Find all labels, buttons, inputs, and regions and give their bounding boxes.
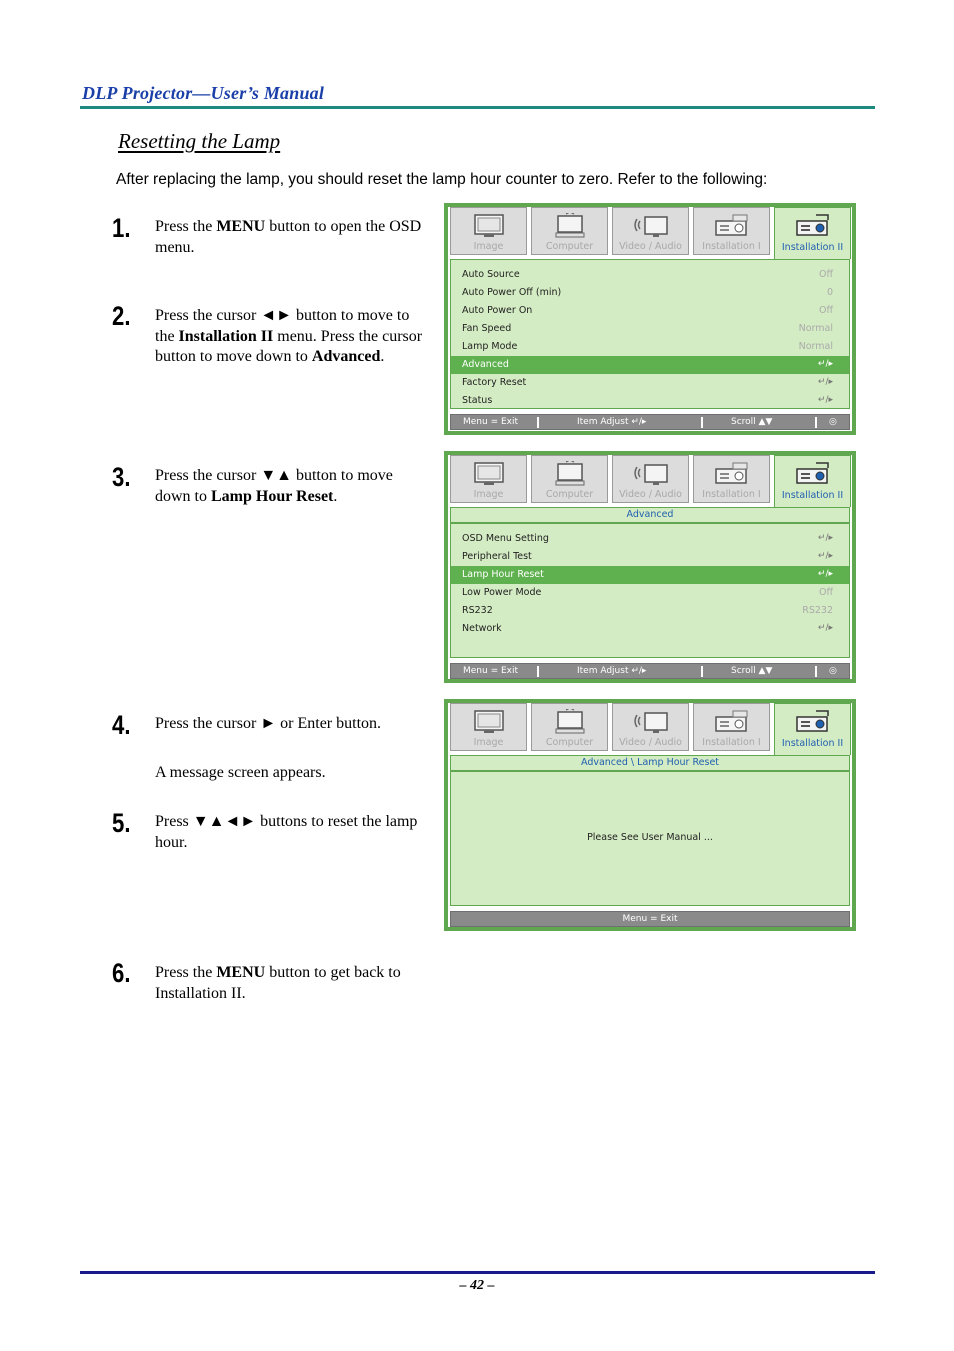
osd-message: Please See User Manual ... [587, 832, 713, 843]
osd-tab-label: Installation II [781, 738, 844, 749]
osd-item-label: Fan Speed [462, 323, 512, 334]
osd-item-label: Low Power Mode [462, 587, 542, 598]
osd-menu-item[interactable] [451, 530, 849, 548]
computer-icon [553, 213, 587, 244]
footer-rule [80, 1271, 875, 1274]
osd-tab-label: Installation II [781, 490, 844, 501]
header-rule [80, 106, 875, 109]
step-number: 6. [112, 958, 131, 988]
osd-tab-label: Video / Audio [619, 737, 682, 748]
osd-item-label: Auto Power Off (min) [462, 287, 562, 298]
projector-icon [713, 213, 751, 244]
osd-tab-label: Image [473, 489, 504, 500]
osd-menu-item[interactable] [451, 584, 849, 602]
osd-footer-bar [450, 414, 850, 430]
osd-item-label: Status [462, 395, 493, 406]
video-audio-icon [631, 709, 671, 740]
osd-tab-computer[interactable] [531, 703, 608, 751]
osd-item-value: 0 [826, 287, 833, 298]
step-text: Press the MENU button to open the OSD menu. [155, 218, 422, 256]
osd-item-value: ↵/▸ [817, 551, 833, 561]
step-number: 2. [112, 301, 131, 331]
intro-paragraph: After replacing the lamp, you should reset the lamp hour counter to zero. Refer to the following: [116, 171, 768, 188]
page-number: – 42 – [459, 1278, 495, 1293]
osd-tab-computer[interactable] [531, 207, 608, 255]
osd-footer-bar [450, 911, 850, 927]
osd-tab-bar [450, 207, 852, 255]
menu-exit-hint: Menu = Exit [463, 666, 519, 676]
osd-item-label: Factory Reset [462, 377, 527, 388]
osd-menu-item[interactable] [451, 566, 849, 584]
step-text: Press the cursor ► or Enter button. [155, 715, 382, 732]
osd-menu-item[interactable] [451, 338, 849, 356]
osd-tab-installation-ii[interactable] [774, 703, 851, 755]
scroll-hint: Scroll ▲▼ [731, 417, 773, 427]
osd-tab-installation-ii[interactable] [774, 455, 851, 507]
osd-item-label: Network [462, 623, 502, 634]
step-number: 4. [112, 710, 131, 740]
osd-menu-item[interactable] [451, 548, 849, 566]
osd-tab-installation-ii[interactable] [774, 207, 851, 259]
osd-item-value: Normal [798, 341, 833, 352]
osd-tab-label: Image [473, 241, 504, 252]
osd-tab-bar [450, 703, 852, 751]
osd-tab-video-audio[interactable] [612, 455, 689, 503]
projector-icon [713, 709, 751, 740]
osd-item-label: Lamp Hour Reset [462, 569, 544, 580]
osd-tab-video-audio[interactable] [612, 703, 689, 751]
osd-message-panel [450, 771, 850, 906]
osd-footer-bar [450, 663, 850, 679]
lightbulb-icon: ◎ [829, 666, 837, 676]
osd-tab-label: Installation I [702, 489, 761, 500]
osd-menu-item[interactable] [451, 284, 849, 302]
step-text: Press the MENU button to get back to Installation II. [155, 964, 401, 1002]
osd-menu-item[interactable] [451, 602, 849, 620]
osd-subheader: Advanced \ Lamp Hour Reset [450, 755, 850, 771]
osd-tab-label: Image [473, 737, 504, 748]
computer-icon [553, 709, 587, 740]
projector-settings-icon [794, 461, 832, 492]
step-text: Press the cursor ▼▲ button to move down to Lamp Hour Reset. [155, 467, 393, 505]
osd-item-value: ↵/▸ [817, 395, 833, 405]
step-number: 1. [112, 213, 131, 243]
osd-tab-label: Computer [545, 489, 594, 500]
osd-item-label: Lamp Mode [462, 341, 518, 352]
osd-item-label: OSD Menu Setting [462, 533, 549, 544]
osd-subheader: Advanced [450, 507, 850, 523]
item-adjust-hint: Item Adjust ↵/▸ [577, 666, 647, 676]
osd-tab-installation-i[interactable] [693, 207, 770, 255]
lightbulb-icon: ◎ [829, 417, 837, 427]
osd-tab-label: Installation I [702, 241, 761, 252]
osd-menu-item[interactable] [451, 356, 849, 374]
menu-exit-hint: Menu = Exit [622, 914, 678, 924]
osd-advanced-menu [444, 451, 856, 683]
manual-header-title: DLP Projector—User’s Manual [82, 83, 325, 103]
osd-tab-image[interactable] [450, 455, 527, 503]
osd-installation-ii-menu [444, 203, 856, 435]
osd-tab-image[interactable] [450, 703, 527, 751]
video-audio-icon [631, 461, 671, 492]
step-note: A message screen appears. [155, 764, 326, 781]
section-title: Resetting the Lamp [118, 129, 281, 153]
osd-item-label: Auto Source [462, 269, 520, 280]
step-number: 5. [112, 808, 131, 838]
osd-menu-panel [450, 523, 850, 658]
item-adjust-hint: Item Adjust ↵/▸ [577, 417, 647, 427]
step-number: 3. [112, 462, 131, 492]
osd-item-label: Peripheral Test [462, 551, 532, 562]
video-audio-icon [631, 213, 671, 244]
osd-item-value: Off [818, 269, 833, 280]
osd-item-label: RS232 [462, 605, 493, 616]
menu-exit-hint: Menu = Exit [463, 417, 519, 427]
osd-menu-item[interactable] [451, 320, 849, 338]
osd-tab-label: Computer [545, 737, 594, 748]
osd-tab-image[interactable] [450, 207, 527, 255]
osd-tab-label: Computer [545, 241, 594, 252]
step-text: Press ▼▲◄► buttons to reset the lamp hour. [155, 813, 418, 851]
osd-tab-label: Installation II [781, 242, 844, 253]
osd-item-value: Off [818, 305, 833, 316]
osd-menu-item[interactable] [451, 302, 849, 320]
osd-tab-label: Video / Audio [619, 489, 682, 500]
projector-settings-icon [794, 213, 832, 244]
osd-tab-installation-i[interactable] [693, 703, 770, 751]
scroll-hint: Scroll ▲▼ [731, 666, 773, 676]
projector-icon [713, 461, 751, 492]
osd-tab-label: Installation I [702, 737, 761, 748]
osd-item-value: Normal [798, 323, 833, 334]
monitor-icon [472, 213, 506, 244]
osd-menu-item[interactable] [451, 266, 849, 284]
osd-item-value: ↵/▸ [817, 569, 833, 579]
osd-menu-item[interactable] [451, 620, 849, 638]
osd-tab-computer[interactable] [531, 455, 608, 503]
osd-menu-item[interactable] [451, 392, 849, 410]
computer-icon [553, 461, 587, 492]
osd-item-label: Auto Power On [462, 305, 533, 316]
osd-tab-label: Video / Audio [619, 241, 682, 252]
osd-tab-video-audio[interactable] [612, 207, 689, 255]
osd-tab-installation-i[interactable] [693, 455, 770, 503]
osd-item-label: Advanced [462, 359, 509, 370]
monitor-icon [472, 461, 506, 492]
osd-menu-item[interactable] [451, 374, 849, 392]
osd-item-value: ↵/▸ [817, 623, 833, 633]
osd-item-value: Off [818, 587, 833, 598]
osd-item-value: ↵/▸ [817, 533, 833, 543]
step-text: Press the cursor ◄► button to move to the Installation II menu. Press the cursor button to move down to Advanced. [155, 307, 423, 365]
osd-item-value: ↵/▸ [817, 377, 833, 387]
osd-item-value: ↵/▸ [817, 359, 833, 369]
osd-item-value: RS232 [802, 605, 833, 616]
osd-tab-bar [450, 455, 852, 503]
osd-menu-panel [450, 259, 850, 409]
monitor-icon [472, 709, 506, 740]
projector-settings-icon [794, 709, 832, 740]
osd-lamp-hour-reset-screen [444, 699, 856, 931]
